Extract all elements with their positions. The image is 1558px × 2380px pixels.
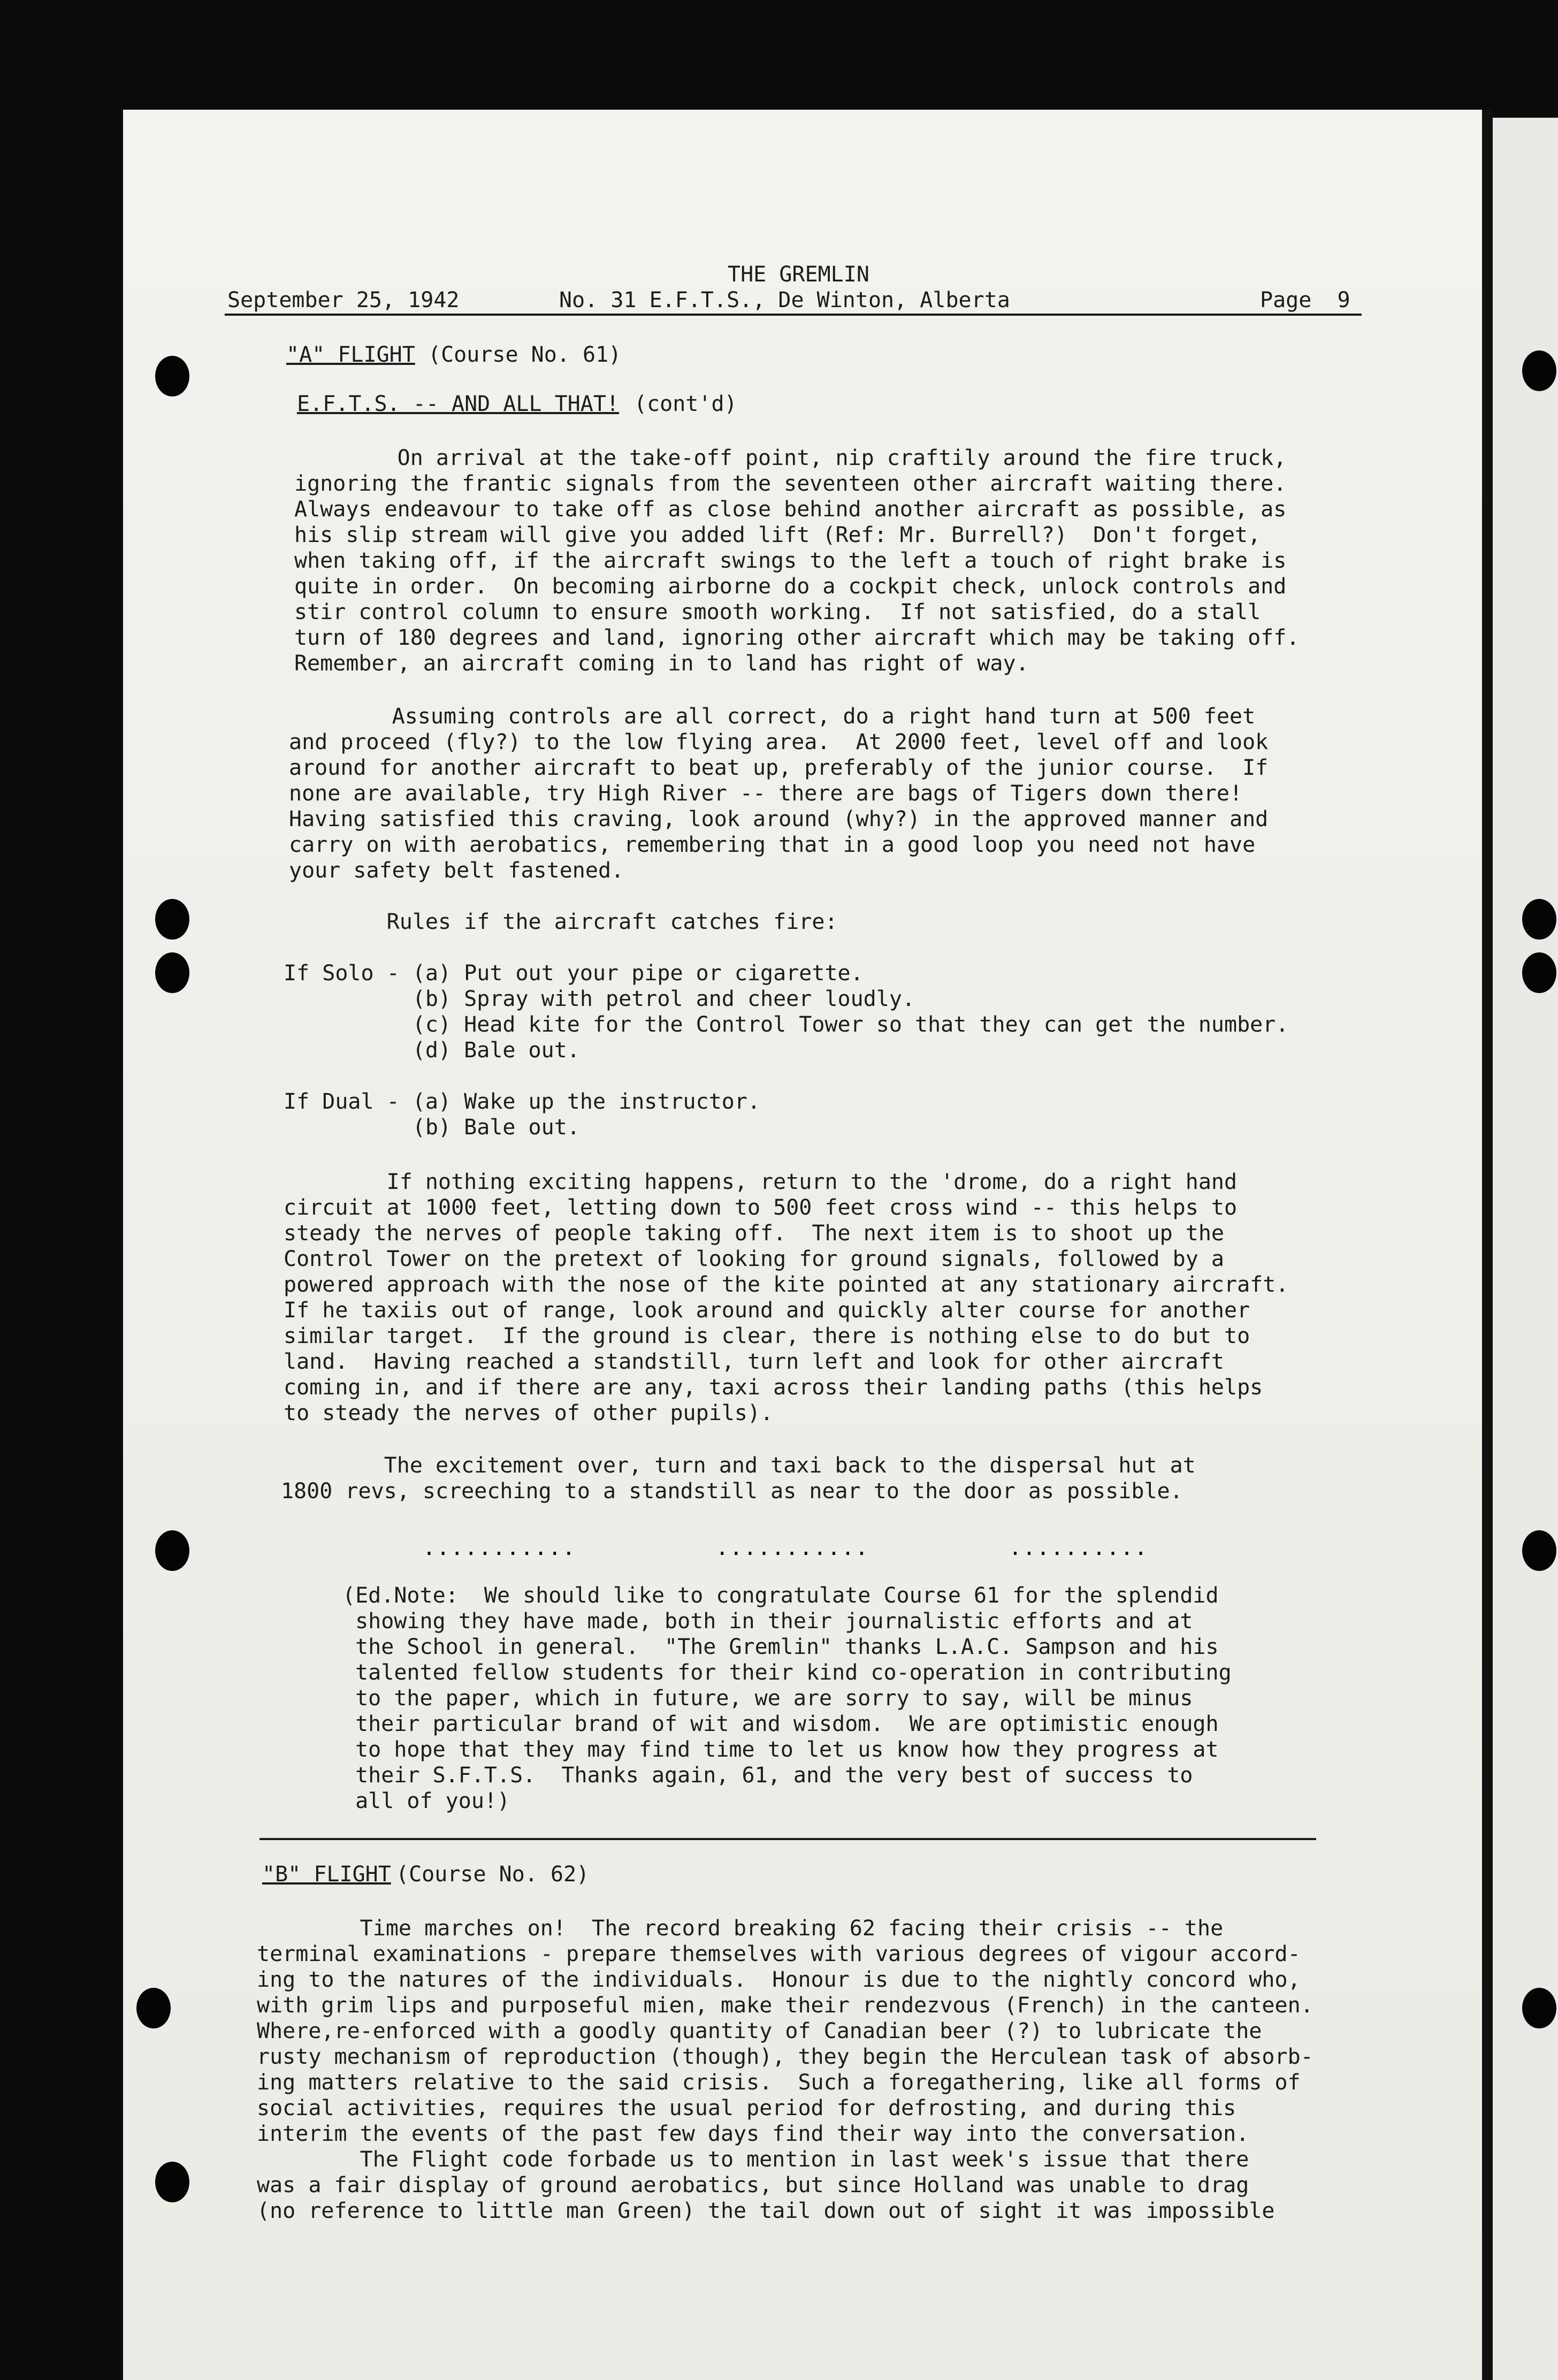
a-paragraph-1 [294, 445, 1299, 676]
text-line: coming in, and if there are any, taxi across their landing paths (this helps [284, 1375, 1263, 1400]
text-line: (d) Bale out. [284, 1038, 580, 1063]
section-rule [259, 1838, 1316, 1840]
a-flight-course: (Course No. 61) [428, 342, 622, 367]
text-line: steady the nerves of people taking off. The next item is to shoot up the [284, 1221, 1224, 1246]
text-line: to steady the nerves of other pupils). [284, 1401, 774, 1425]
punch-hole [1522, 899, 1556, 940]
rules-solo [284, 960, 1288, 1063]
text-line: similar target. If the ground is clear, there is nothing else to do but to [284, 1324, 1250, 1348]
text-line: was a fair display of ground aerobatics, but since Holland was unable to drag [257, 2173, 1249, 2198]
editor-note [342, 1583, 1232, 1814]
a-paragraph-4 [281, 1453, 1196, 1504]
text-line: to hope that they may find time to let us know how they progress at [342, 1737, 1219, 1762]
punch-hole [155, 899, 189, 940]
text-line: their S.F.T.S. Thanks again, 61, and the very best of success to [342, 1763, 1193, 1788]
b-flight-heading: "B" FLIGHT [262, 1862, 391, 1887]
rules-dual [284, 1089, 760, 1140]
text-line: (Ed.Note: We should like to congratulate Course 61 for the splendid [342, 1583, 1219, 1608]
text-line: Time marches on! The record breaking 62 facing their crisis -- the [257, 1916, 1224, 1941]
text-line: your safety belt fastened. [289, 858, 624, 883]
a-flight-subheading: E.F.T.S. -- AND ALL THAT! [297, 392, 620, 416]
text-line: Assuming controls are all correct, do a right hand turn at 500 feet [289, 704, 1256, 729]
punch-hole [1522, 350, 1556, 391]
next-page-edge [1493, 118, 1558, 2380]
text-line: ignoring the frantic signals from the seventeen other aircraft waiting there. [294, 471, 1287, 496]
a-flight-heading: "A" FLIGHT [286, 342, 415, 367]
text-line: Remember, an aircraft coming in to land has right of way. [294, 651, 1029, 676]
punch-hole [155, 2162, 189, 2202]
text-line: Having satisfied this craving, look around (why?) in the approved manner and [289, 807, 1269, 832]
text-line: the School in general. "The Gremlin" thanks L.A.C. Sampson and his [342, 1635, 1219, 1659]
paper-gap [1482, 110, 1493, 2380]
text-line: rusty mechanism of reproduction (though), they begin the Herculean task of absorb- [257, 2045, 1313, 2069]
text-line: social activities, requires the usual period for defrosting, and during this [257, 2096, 1236, 2120]
text-line: (no reference to little man Green) the tail down out of sight it was impossible [257, 2199, 1275, 2223]
punch-hole [1522, 1988, 1556, 2028]
text-line: (b) Bale out. [284, 1115, 580, 1140]
punch-hole [1522, 1530, 1556, 1571]
text-line: Control Tower on the pretext of looking for ground signals, followed by a [284, 1247, 1224, 1271]
text-line: land. Having reached a standstill, turn left and look for other aircraft [284, 1349, 1224, 1374]
punch-hole [1522, 952, 1556, 993]
text-line: ing matters relative to the said crisis. Such a foregathering, like all forms of [257, 2070, 1301, 2095]
a-paragraph-3 [284, 1169, 1288, 1426]
text-line: when taking off, if the aircraft swings to the left a touch of right brake is [294, 548, 1287, 573]
newsletter-title: THE GREMLIN [728, 262, 869, 287]
text-line: all of you!) [342, 1789, 510, 1813]
text-line: circuit at 1000 feet, letting down to 500 feet cross wind -- this helps to [284, 1195, 1238, 1220]
text-line: powered approach with the nose of the kite pointed at any stationary aircraft. [284, 1272, 1289, 1297]
section-separator: ........... ........... .......... [423, 1536, 1149, 1560]
text-line: and proceed (fly?) to the low flying area. At 2000 feet, level off and look [289, 730, 1269, 754]
punch-hole [136, 1988, 171, 2028]
text-line: carry on with aerobatics, remembering that in a good loop you need not have [289, 833, 1256, 857]
a-flight-subheading-suffix: (cont'd) [634, 392, 737, 416]
text-line: On arrival at the take-off point, nip craftily around the fire truck, [294, 446, 1287, 470]
text-line: If Solo - (a) Put out your pipe or cigarette. [284, 961, 864, 986]
text-line: interim the events of the past few days find their way into the conversation. [257, 2122, 1249, 2146]
text-line: 1800 revs, screeching to a standstill as near to the door as possible. [281, 1479, 1183, 1504]
text-line: (c) Head kite for the Control Tower so that they can get the number. [284, 1012, 1289, 1037]
text-line: terminal examinations - prepare themselves with various degrees of vigour accord- [257, 1942, 1301, 1966]
text-line: If nothing exciting happens, return to the 'drome, do a right hand [284, 1170, 1238, 1194]
a-paragraph-2 [289, 704, 1268, 883]
text-line: around for another aircraft to beat up, preferably of the junior course. If [289, 756, 1269, 780]
text-line: (b) Spray with petrol and cheer loudly. [284, 987, 915, 1011]
text-line: showing they have made, both in their journalistic efforts and at [342, 1609, 1193, 1634]
text-line: talented fellow students for their kind co-operation in contributing [342, 1660, 1232, 1685]
text-line: with grim lips and purposeful mien, make their rendezvous (French) in the canteen. [257, 1993, 1313, 2018]
punch-hole [155, 356, 189, 396]
text-line: stir control column to ensure smooth working. If not satisfied, do a stall [294, 600, 1261, 624]
text-line: his slip stream will give you added lift (Ref: Mr. Burrell?) Don't forget, [294, 523, 1261, 547]
b-paragraph-1 [257, 1916, 1313, 2224]
text-line: turn of 180 degrees and land, ignoring other aircraft which may be taking off. [294, 625, 1300, 650]
header-school: No. 31 E.F.T.S., De Winton, Alberta [559, 288, 1010, 312]
text-line: If Dual - (a) Wake up the instructor. [284, 1089, 761, 1114]
text-line: none are available, try High River -- there are bags of Tigers down there! [289, 781, 1243, 806]
text-line: to the paper, which in future, we are sorry to say, will be minus [342, 1686, 1193, 1711]
text-line: Always endeavour to take off as close behind another aircraft as possible, as [294, 497, 1287, 522]
text-line: Where,re-enforced with a goodly quantity of Canadian beer (?) to lubricate the [257, 2019, 1262, 2043]
punch-hole [155, 1530, 189, 1571]
header-rule [225, 314, 1362, 316]
text-line: quite in order. On becoming airborne do a cockpit check, unlock controls and [294, 574, 1287, 599]
text-line: The excitement over, turn and taxi back to the dispersal hut at [281, 1453, 1196, 1478]
text-line: The Flight code forbade us to mention in last week's issue that there [257, 2147, 1249, 2172]
punch-hole [155, 952, 189, 993]
rules-heading: Rules if the aircraft catches fire: [284, 910, 838, 934]
text-line: If he taxiis out of range, look around and quickly alter course for another [284, 1298, 1250, 1323]
text-line: their particular brand of wit and wisdom. We are optimistic enough [342, 1712, 1219, 1736]
b-flight-course: (Course No. 62) [396, 1862, 590, 1887]
header-page-number: Page 9 [1260, 288, 1350, 312]
text-line: ing to the natures of the individuals. Honour is due to the nightly concord who, [257, 1967, 1301, 1992]
header-date: September 25, 1942 [227, 288, 460, 312]
